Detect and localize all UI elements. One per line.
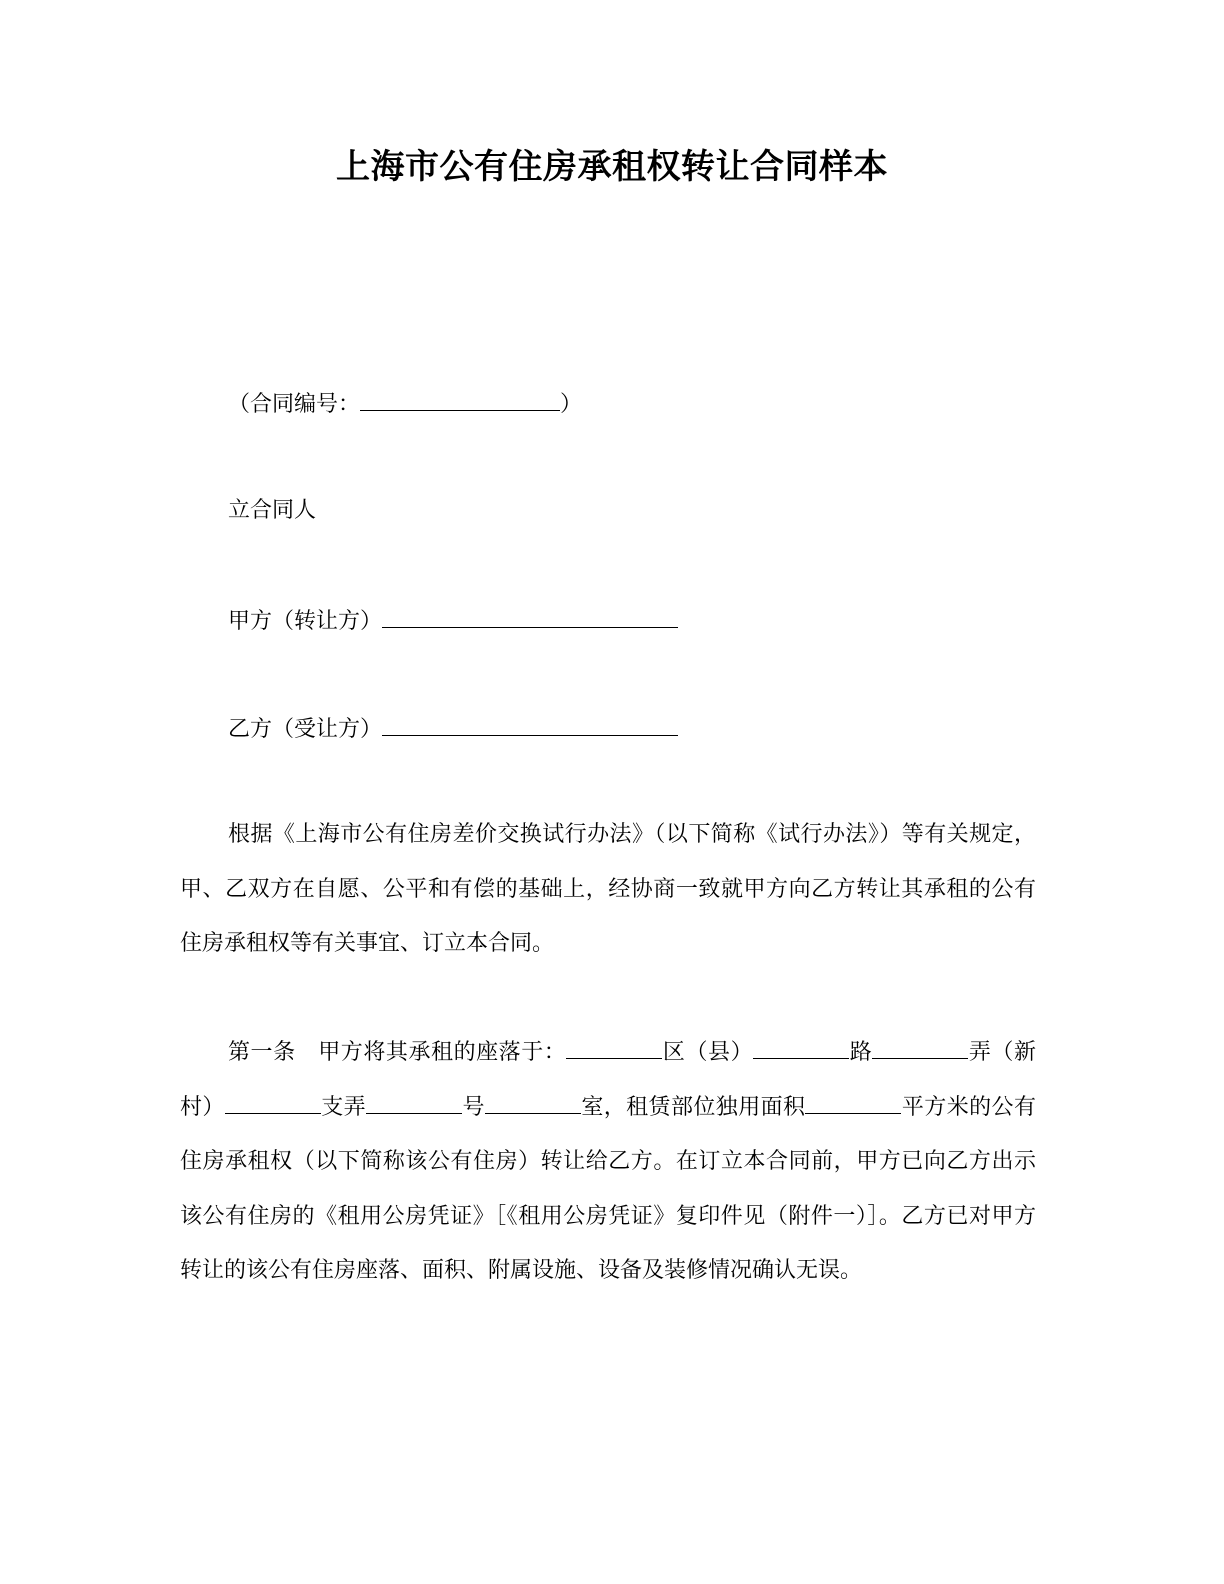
lane-blank[interactable] [872, 1036, 968, 1059]
district-blank[interactable] [566, 1036, 662, 1059]
party-a-blank[interactable] [382, 605, 678, 628]
party-b-line [228, 713, 678, 745]
village-blank[interactable] [225, 1091, 321, 1114]
contract-number-line [228, 388, 582, 420]
article-1-paragraph [180, 1026, 1036, 1299]
article-1-lead: 第一条 甲方将其承租的座落于： [228, 1040, 567, 1065]
branch-lane-label: 支弄 [320, 1094, 367, 1120]
party-a-line [228, 605, 678, 637]
article-1-rest: 平方米的公有住房承租权（以下简称该公有住房）转让给乙方。在订立本合同前，甲方已向乙方出示该公有住房的《租用公房凭证》［《租用公房凭证》复印件见（附件一）］。乙方已对甲方转让的该公有住房座落、面积、附属设施、设备及装修情况确认无误。 [180, 1094, 1036, 1283]
road-blank[interactable] [753, 1036, 849, 1059]
district-label: 区（县） [662, 1040, 754, 1065]
village-label: （新村） [180, 1040, 1036, 1120]
number-label: 号 [462, 1094, 485, 1120]
lane-label: 弄 [968, 1040, 992, 1065]
contract-number-label: （合同编号： [228, 392, 361, 417]
contract-number-blank[interactable] [360, 388, 560, 411]
preamble-paragraph: 根据《上海市公有住房差价交换试行办法》（以下简称《试行办法》）等有关规定，甲、乙双方在自愿、公平和有偿的基础上，经协商一致就甲方向乙方转让其承租的公有住房承租权等有关事宜、订立本合同。 [180, 822, 1036, 956]
number-blank[interactable] [485, 1091, 581, 1114]
road-label: 路 [849, 1040, 873, 1065]
area-blank[interactable] [805, 1091, 901, 1114]
party-a-label: 甲方（转让方） [228, 609, 383, 634]
parties-heading: 立合同人 [228, 498, 317, 523]
document-title: 上海市公有住房承租权转让合同样本 [336, 147, 888, 187]
contract-number-close: ） [560, 392, 583, 417]
branch-lane-blank[interactable] [366, 1091, 462, 1114]
party-b-label: 乙方（受让方） [228, 717, 383, 742]
party-b-blank[interactable] [382, 713, 678, 736]
room-label: 室，租赁部位独用面积 [580, 1094, 806, 1120]
